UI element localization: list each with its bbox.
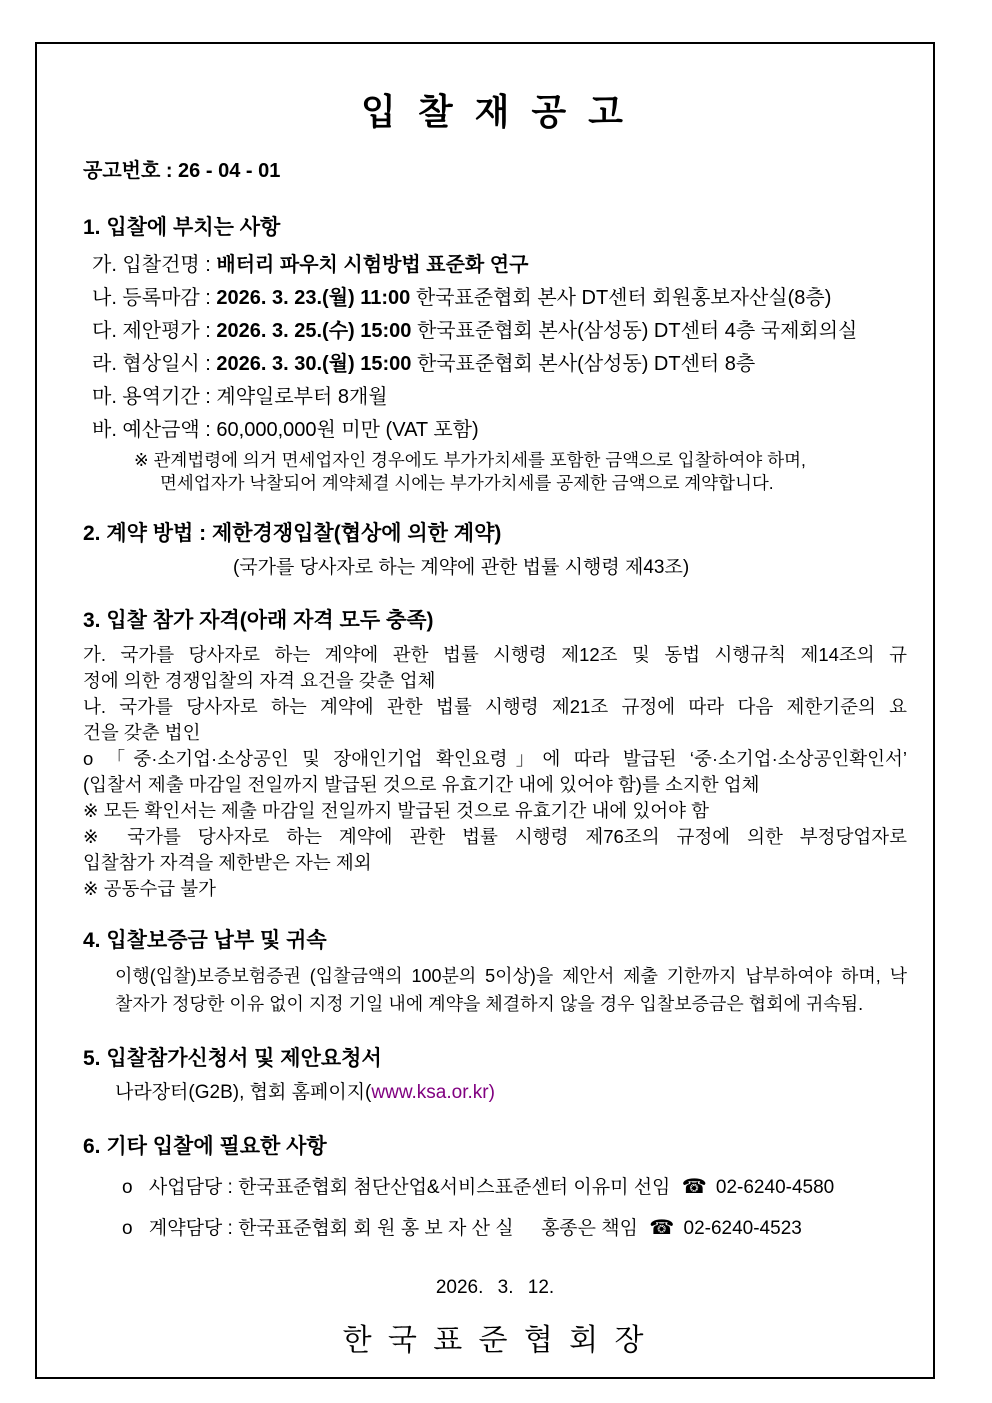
cert-note-3: ※ 공동수급 불가: [83, 878, 217, 899]
bid-info-value: 한국표준협회 본사(삼성동) DT센터 8층: [416, 353, 756, 375]
bid-info-value: 계약일로부터 8개월: [216, 386, 388, 408]
bid-info-label: 다. 제안평가 :: [92, 320, 211, 342]
bid-info-row: [92, 282, 907, 315]
document-title: 입 찰 재 공 고: [361, 91, 629, 132]
bid-bond-paragraph: [115, 962, 907, 1018]
contact-item-business: [122, 1174, 907, 1201]
phone-number: 02-6240-4580: [715, 1177, 835, 1198]
bid-bond-line-1: 이행(입찰)보증보험증권 (입찰금액의 100분의 5이상)을 제안서 제출 기한까지 납부하여야 하며, 낙: [115, 966, 907, 986]
section-6-heading: 6. 기타 입찰에 필요한 사항: [83, 1135, 327, 1158]
bid-info-row: [92, 348, 907, 381]
vat-note-line-1: ※ 관계법령에 의거 면세업자인 경우에도 부가가치세를 포함한 금액으로 입찰하여야 하며,: [134, 450, 806, 470]
eligibility-list: [83, 642, 907, 902]
phone-number: 02-6240-4523: [683, 1218, 802, 1239]
bid-info-label: 바. 예산금액 :: [92, 419, 211, 441]
vat-note-line-2: 면세업자가 낙찰되어 계약체결 시에는 부가가치세를 공제한 금액으로 계약합니다.: [160, 473, 774, 493]
eligibility-item-ga-line-1: 가. 국가를 당사자로 하는 계약에 관한 법률 시행령 제12조 및 동법 시행규칙 제14조의 규: [83, 644, 907, 665]
eligibility-item-ga-line-2: 정에 의한 경쟁입찰의 자격 요건을 갖춘 업체: [83, 670, 436, 691]
vat-note: [134, 449, 907, 495]
section-5-heading: 5. 입찰참가신청서 및 제안요청서: [83, 1047, 382, 1070]
contact-text: 사업담당 : 한국표준협회 첨단산업&서비스표준센터 이유미 선임: [148, 1177, 671, 1198]
phone-icon: ☎: [681, 1176, 707, 1198]
phone-icon: ☎: [649, 1217, 675, 1239]
contact-item-contract: [122, 1215, 907, 1242]
contact-bullet: o: [122, 1177, 133, 1198]
document-sources-line: [115, 1080, 907, 1106]
section-2-heading: 2. 계약 방법 : 제한경쟁입찰(협상에 의한 계약): [83, 522, 502, 545]
section-4-heading: 4. 입찰보증금 납부 및 귀속: [83, 929, 327, 952]
ksa-website-link[interactable]: www.ksa.or.kr: [371, 1082, 489, 1103]
bid-info-label: 가. 입찰건명 :: [92, 254, 211, 276]
bid-info-value-bold: 2026. 3. 30.(월) 15:00: [216, 353, 412, 375]
bid-info-value: 60,000,000원 미만 (VAT 포함): [216, 419, 479, 441]
contact-bullet: o: [122, 1218, 133, 1239]
bid-bond-line-2: 찰자가 정당한 이유 없이 지정 기일 내에 계약을 체결하지 않을 경우 입찰보증금은 협회에 귀속됨.: [115, 994, 864, 1014]
cert-note-1: ※ 모든 확인서는 제출 마감일 전일까지 발급된 것으로 유효기간 내에 있어야 함: [83, 800, 710, 821]
cert-note-2-line-2: 입찰참가 자격을 제한받은 자는 제외: [83, 852, 372, 873]
bid-info-row: [92, 249, 907, 282]
bid-info-label: 마. 용역기간 :: [92, 386, 211, 408]
bid-info-list: [92, 249, 907, 447]
certificate-item-line-1: o 「중·소기업·소상공인 및 장애인기업 확인요령」에 따라 발급된 ‘중·소기업·소상공인확인서’: [83, 748, 907, 769]
bid-info-row: [92, 315, 907, 348]
bid-info-label: 나. 등록마감 :: [92, 287, 211, 309]
section-3-heading: 3. 입찰 참가 자격(아래 자격 모두 충족): [83, 609, 434, 632]
bid-info-value: 한국표준협회 본사 DT센터 회원홍보자산실(8층): [415, 287, 832, 309]
eligibility-item-na-line-1: 나. 국가를 당사자로 하는 계약에 관한 법률 시행령 제21조 규정에 따라 다음 제한기준의 요: [83, 696, 907, 717]
bid-info-value-bold: 2026. 3. 23.(월) 11:00: [216, 287, 411, 309]
bid-info-value: 한국표준협회 본사(삼성동) DT센터 4층 국제회의실: [416, 320, 858, 342]
bid-info-row: [92, 381, 907, 414]
contact-person: 홍종은 책임: [540, 1218, 639, 1239]
bid-info-row: [92, 414, 907, 447]
document-frame: [35, 42, 935, 1379]
signature: 한 국 표 준 협 회 장: [342, 1324, 648, 1357]
notice-number: 공고번호 : 26 - 04 - 01: [83, 160, 281, 182]
announcement-date: 2026. 3. 12.: [435, 1277, 555, 1298]
contact-text: 계약담당 : 한국표준협회 회 원 홍 보 자 산 실: [148, 1218, 514, 1239]
certificate-item-line-2: (입찰서 제출 마감일 전일까지 발급된 것으로 유효기간 내에 있어야 함)를 소지한 업체: [83, 774, 760, 795]
document-sources-text: 나라장터(G2B), 협회 홈페이지(: [115, 1082, 372, 1103]
bid-info-value-bold: 2026. 3. 25.(수) 15:00: [216, 320, 412, 342]
cert-note-2-line-1: ※ 국가를 당사자로 하는 계약에 관한 법률 시행령 제76조의 규정에 의한 부정당업자로: [83, 826, 907, 847]
eligibility-item-na-line-2: 건을 갖춘 법인: [83, 722, 201, 743]
section-1-heading: 1. 입찰에 부치는 사항: [83, 216, 281, 239]
bid-info-label: 라. 협상일시 :: [92, 353, 211, 375]
section-2-law-reference: (국가를 당사자로 하는 계약에 관한 법률 시행령 제43조): [233, 557, 690, 578]
document-sources-suffix: ): [488, 1082, 495, 1103]
bid-info-value-bold: 배터리 파우치 시험방법 표준화 연구: [216, 254, 529, 276]
